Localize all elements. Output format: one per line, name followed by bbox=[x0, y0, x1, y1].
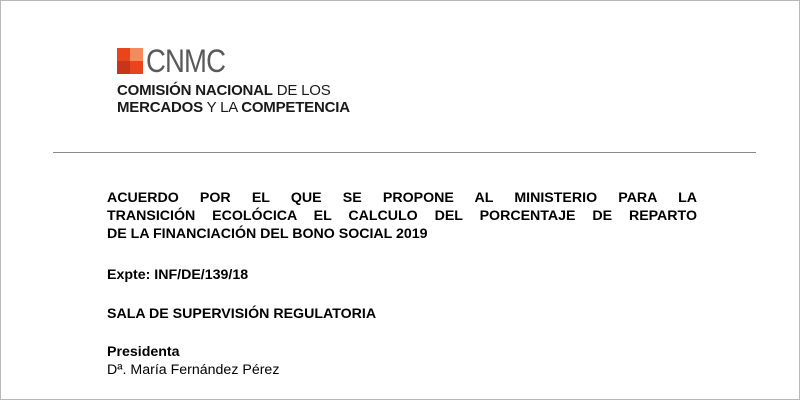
sala-heading: SALA DE SUPERVISIÓN REGULATORIA bbox=[107, 306, 377, 322]
document-title-line-1: ACUERDO POR EL QUE SE PROPONE AL MINISTERIO PARA LA bbox=[107, 190, 697, 206]
document-title-line-3: DE LA FINANCIACIÓN DEL BONO SOCIAL 2019 bbox=[107, 226, 428, 242]
cnmc-logo-mark-icon bbox=[117, 48, 143, 74]
person-name: Dª. María Fernández Pérez bbox=[107, 362, 280, 378]
logo-subtitle-line1-strong: COMISIÓN NACIONAL bbox=[117, 82, 273, 99]
logo-subtitle-line2-mid: Y LA bbox=[202, 99, 242, 116]
logo-subtitle-line2-end: COMPETENCIA bbox=[241, 99, 350, 116]
expediente-number: Expte: INF/DE/139/18 bbox=[107, 267, 249, 283]
logo-subtitle-line2-strong: MERCADOS bbox=[117, 99, 203, 116]
header-divider bbox=[53, 152, 756, 153]
cnmc-logo bbox=[117, 43, 350, 123]
logo-subtitle-line1 bbox=[117, 82, 331, 99]
document-title bbox=[107, 189, 697, 243]
logo-name: CNMC bbox=[146, 43, 226, 79]
document-title-line-2: TRANSICIÓN ECOLÓCICA EL CALCULO DEL PORCENTAJE DE REPARTO bbox=[107, 208, 697, 224]
role-label: Presidenta bbox=[107, 344, 180, 360]
logo-subtitle-line1-rest: DE LOS bbox=[272, 82, 331, 99]
logo-subtitle-line2 bbox=[117, 99, 350, 116]
